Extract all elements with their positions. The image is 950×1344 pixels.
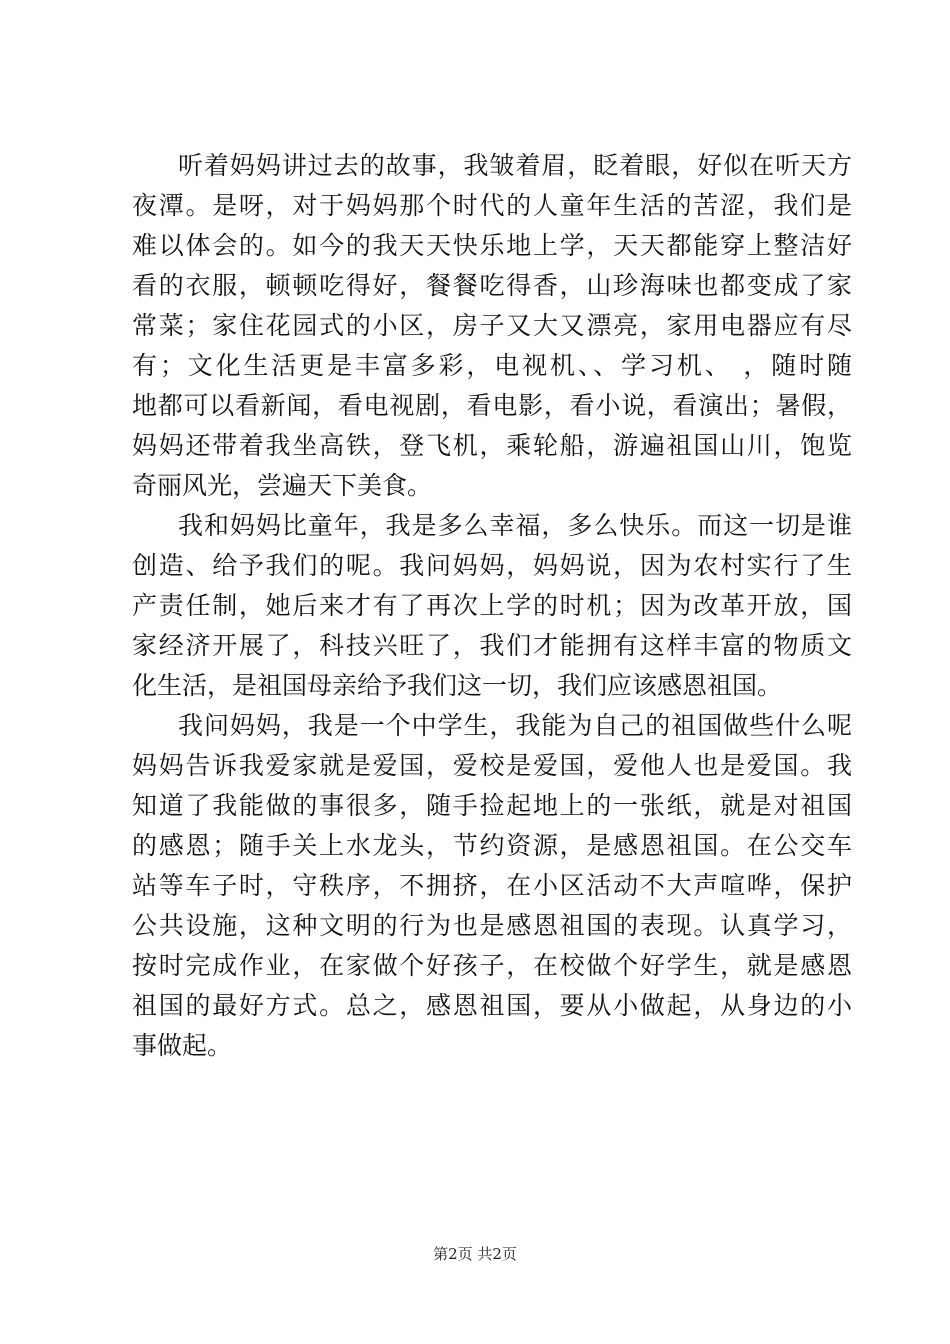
paragraph-1 xyxy=(132,146,852,506)
text-line: 公共设施，这种文明的行为也是感恩祖国的表现。认真学习， xyxy=(132,911,852,940)
document-body xyxy=(132,146,852,1066)
text-line: 奇丽风光，尝遍天下美食。 xyxy=(132,471,433,500)
text-line: 有；文化生活更是丰富多彩，电视机、、学习机、 ，随时随 xyxy=(132,351,852,380)
text-line: 看的衣服，顿顿吃得好，餐餐吃得香，山珍海味也都变成了家 xyxy=(132,271,852,300)
text-line: 的感恩；随手关上水龙头，节约资源，是感恩祖国。在公交车 xyxy=(132,831,852,860)
text-line: 夜潭。是呀，对于妈妈那个时代的人童年生活的苦涩，我们是 xyxy=(132,191,852,220)
text-line: 妈妈告诉我爱家就是爱国，爱校是爱国，爱他人也是爱国。我 xyxy=(132,751,852,780)
text-line: 家经济开展了，科技兴旺了，我们才能拥有这样丰富的物质文 xyxy=(132,631,852,660)
text-line: 化生活，是祖国母亲给予我们这一切，我们应该感恩祖国。 xyxy=(132,671,783,700)
text-line: 创造、给予我们的呢。我问妈妈，妈妈说，因为农村实行了生 xyxy=(132,551,852,580)
text-line: 难以体会的。如今的我天天快乐地上学，天天都能穿上整洁好 xyxy=(132,231,852,260)
text-line: 知道了我能做的事很多，随手捡起地上的一张纸，就是对祖国 xyxy=(132,791,852,820)
text-line: 产责任制，她后来才有了再次上学的时机；因为改革开放，国 xyxy=(132,591,852,620)
text-line: 听着妈妈讲过去的故事，我皱着眉，眨着眼，好似在听天方 xyxy=(178,151,852,180)
text-line: 站等车子时，守秩序，不拥挤，在小区活动不大声喧哗，保护 xyxy=(132,871,852,900)
text-line: 祖国的最好方式。总之，感恩祖国，要从小做起，从身边的小 xyxy=(132,991,852,1020)
text-line: 我和妈妈比童年，我是多么幸福，多么快乐。而这一切是谁 xyxy=(178,511,852,540)
text-line: 事做起。 xyxy=(132,1031,233,1060)
paragraph-2 xyxy=(132,506,852,706)
paragraph-3 xyxy=(132,706,852,1066)
text-line: 常菜；家住花园式的小区，房子又大又漂亮，家用电器应有尽 xyxy=(132,311,852,340)
page-number: 第2页 共2页 xyxy=(433,1245,517,1263)
text-line: 地都可以看新闻，看电视剧，看电影，看小说，看演出；暑假， xyxy=(132,391,852,420)
text-line: 妈妈还带着我坐高铁，登飞机，乘轮船，游遍祖国山川，饱览 xyxy=(132,431,852,460)
page-footer xyxy=(0,1244,950,1264)
text-line: 我问妈妈，我是一个中学生，我能为自己的祖国做些什么呢 xyxy=(178,711,852,740)
text-line: 按时完成作业，在家做个好孩子，在校做个好学生，就是感恩 xyxy=(132,951,852,980)
